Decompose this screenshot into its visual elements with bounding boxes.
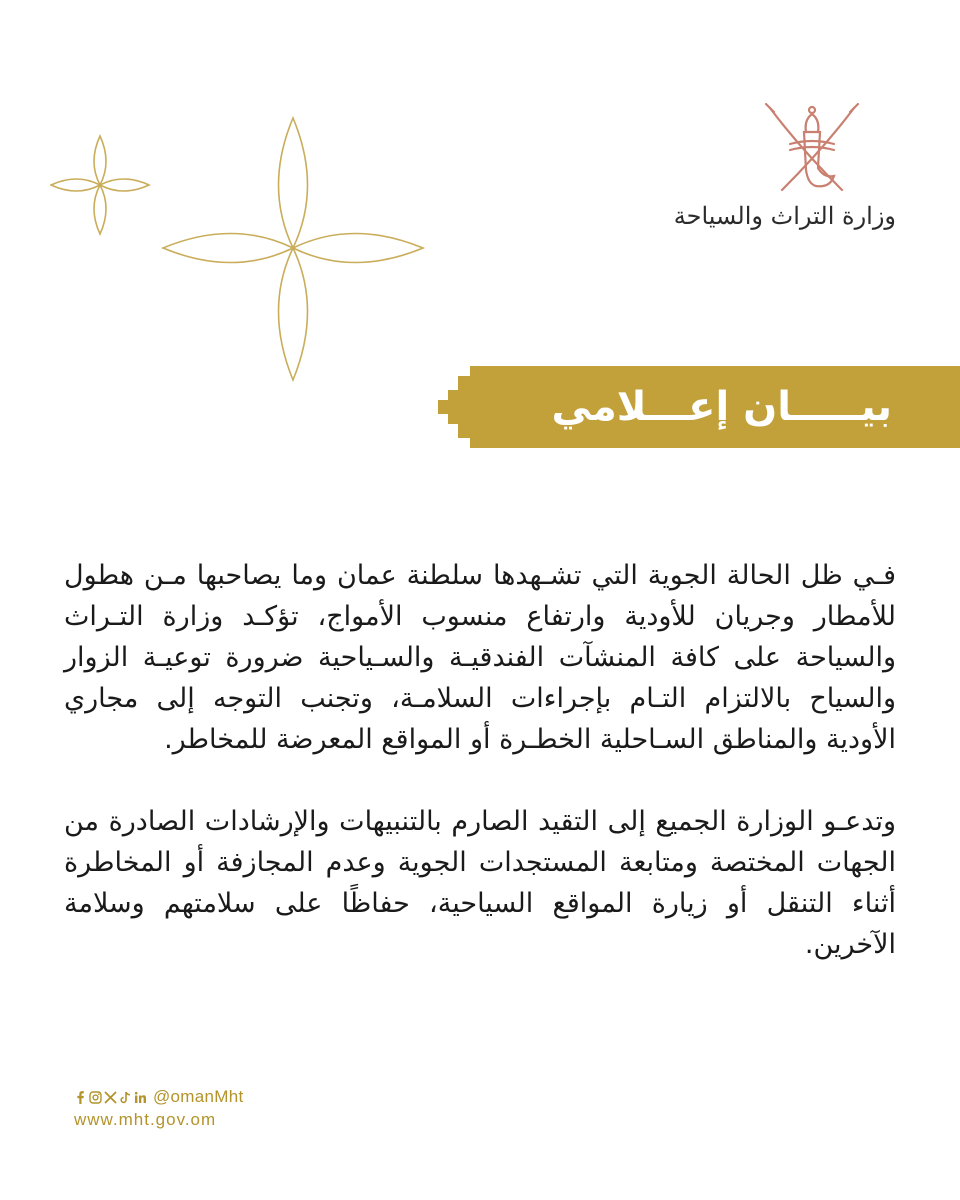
tiktok-icon[interactable]: [119, 1091, 132, 1104]
oman-khanjar-emblem-icon: [760, 98, 864, 202]
website-link[interactable]: www.mht.gov.om: [74, 1110, 217, 1129]
statement-body: [64, 555, 896, 1006]
x-icon[interactable]: [104, 1091, 117, 1104]
social-handle[interactable]: @omanMht: [153, 1087, 244, 1106]
ministry-logo: [673, 98, 902, 248]
ministry-name: وزارة التراث والسياحة: [673, 202, 896, 230]
footer: [74, 1086, 334, 1136]
decorative-ornament: [50, 110, 440, 390]
facebook-icon[interactable]: [74, 1091, 87, 1104]
title-banner: [438, 366, 960, 448]
linkedin-icon[interactable]: [134, 1091, 147, 1104]
social-row: [74, 1086, 334, 1108]
paragraph: فـي ظل الحالة الجوية التي تشـهدها سلطنة عمان وما يصاحبها مـن هطول للأمطار وجريان للأودية وارتفاع منسوب الأمواج، تؤكـد وزارة التـراث والسياحة على كافة المنشآت الفندقيـة والسـياحية ضرورة توعيـة الزوار والسياح بالالتزام التـام بإجراءات السلامـة، وتجنب التوجه إلى مجاري الأودية والمناطق السـاحلية الخطـرة أو المواقع المعرضة للمخاطر.: [64, 560, 896, 755]
page-title: بيـــــان إعـــلامي: [551, 384, 892, 430]
instagram-icon[interactable]: [89, 1091, 102, 1104]
paragraph: وتدعـو الوزارة الجميع إلى التقيد الصارم بالتنبيهات والإرشادات الصادرة من الجهات المختصة ومتابعة المستجدات الجوية وعدم المجازفة أو المخاطرة أثناء التنقل أو زيارة المواقع السياحية، حفاظًا على سلامتهم وسلامة الآخرين.: [64, 806, 896, 960]
